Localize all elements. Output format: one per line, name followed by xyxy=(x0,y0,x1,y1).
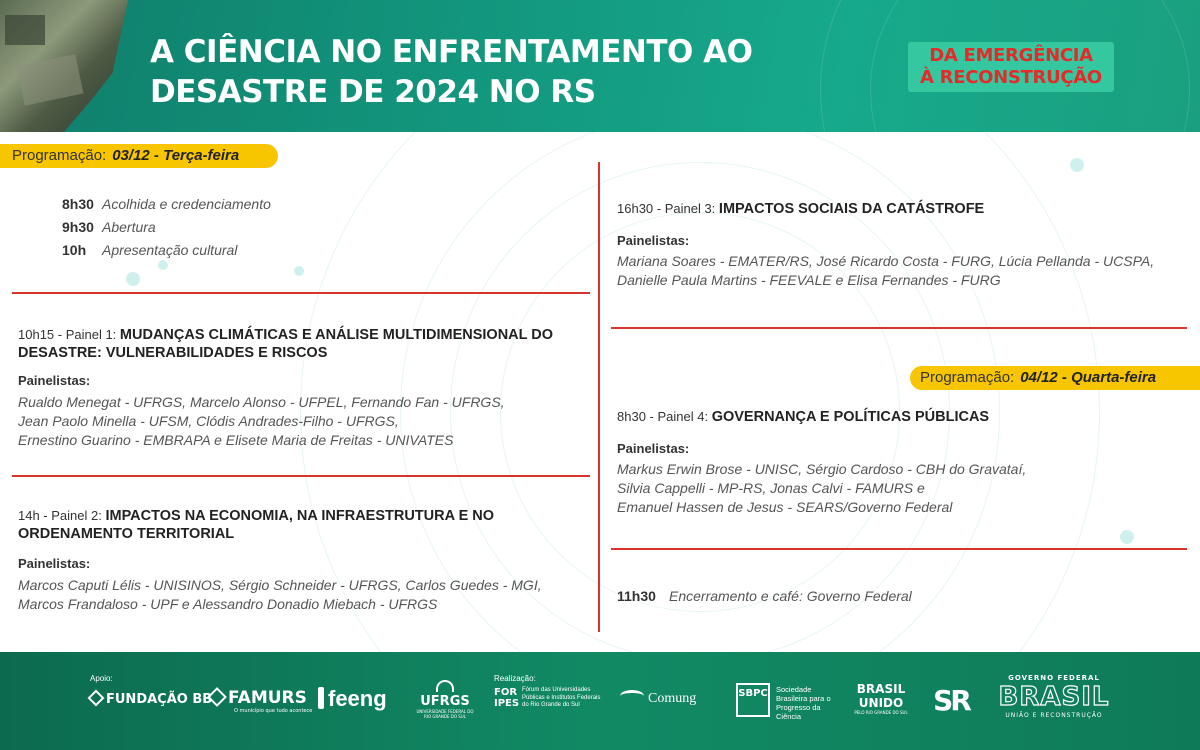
panel-3-panelists xyxy=(617,252,1192,290)
panel-1-heading xyxy=(18,326,578,362)
sbpc-text: Sociedade Brasileira para o Progresso da Ciência xyxy=(776,685,831,721)
panel-1-panelists xyxy=(18,393,588,450)
decorative-dot xyxy=(1070,158,1084,172)
feeng-icon xyxy=(318,687,324,709)
panel-2-heading xyxy=(18,507,578,543)
decorative-dot xyxy=(158,260,168,270)
panelist-line: Ernestino Guarino - EMBRAPA e Elisete Maria de Freitas - UNIVATES xyxy=(18,432,454,448)
panelist-line: Marcos Caputi Lélis - UNISINOS, Sérgio Schneider - UFRGS, Carlos Guedes - MGI, xyxy=(18,577,542,593)
apoio-label: Apoio: xyxy=(90,674,113,683)
page-title xyxy=(150,32,752,112)
panel-2-title: IMPACTOS NA ECONOMIA, NA INFRAESTRUTURA E NO xyxy=(105,508,495,524)
panelist-line: Jean Paolo Minella - UFSM, Clódis Andrades-Filho - UFRGS, xyxy=(18,413,399,429)
panelist-line: Rualdo Menegat - UFRGS, Marcelo Alonso - UFPEL, Fernando Fan - UFRGS, xyxy=(18,394,505,410)
schedule-time: 10h xyxy=(62,242,87,258)
panelist-line: Mariana Soares - EMATER/RS, José Ricardo Costa - FURG, Lúcia Pellanda - UCSPA, xyxy=(617,253,1155,269)
title-line-1: A CIÊNCIA NO ENFRENTAMENTO AO xyxy=(150,34,753,70)
day2-label-text: Programação: xyxy=(920,369,1015,386)
sr-logo: SR xyxy=(933,684,969,717)
feeng-text: feeng xyxy=(328,686,387,711)
section-divider xyxy=(12,475,590,477)
panel-1-panelists-label: Painelistas: xyxy=(18,373,91,388)
governo-federal-label: GOVERNO FEDERAL xyxy=(1008,674,1100,682)
panelist-line: Marcos Frandaloso - UPF e Alessandro Donadio Miebach - UFRGS xyxy=(18,596,438,612)
ufrgs-logo xyxy=(415,680,475,719)
closing-desc: Encerramento e café: Governo Federal xyxy=(669,588,912,604)
day1-date: 03/12 - Terça-feira xyxy=(112,147,240,164)
fundacao-bb-icon xyxy=(88,690,105,707)
panel-3-heading xyxy=(617,200,1187,218)
column-divider xyxy=(598,162,600,632)
fundacao-bb-logo xyxy=(90,692,212,707)
closing-item xyxy=(617,585,912,607)
title-line-2: DESASTRE DE 2024 NO RS xyxy=(150,74,596,110)
schedule-time: 9h30 xyxy=(62,219,94,235)
famurs-text: FAMURS xyxy=(228,688,307,708)
comung-text: Comung xyxy=(648,691,697,706)
brasil-unido-subtitle: PELO RIO GRANDE DO SUL xyxy=(854,710,908,715)
schedule-desc: Acolhida e credenciamento xyxy=(102,196,271,212)
day1-label-text: Programação: xyxy=(12,147,107,164)
governo-federal-brasil: BRASIL xyxy=(998,682,1110,712)
sponsors-footer xyxy=(0,652,1200,750)
panel-4-title: GOVERNANÇA E POLÍTICAS PÚBLICAS xyxy=(711,409,990,425)
brasil-unido-text: BRASIL UNIDO xyxy=(856,682,906,710)
panel-2-title-cont: ORDENAMENTO TERRITORIAL xyxy=(18,526,235,542)
ufrgs-text: UFRGS xyxy=(420,694,470,709)
schedule-desc: Abertura xyxy=(102,219,156,235)
decorative-dot xyxy=(126,272,140,286)
panelist-line: Danielle Paula Martins - FEEVALE e Elisa Fernandes - FURG xyxy=(617,272,1001,288)
panel-2-panelists-label: Painelistas: xyxy=(18,556,91,571)
ufrgs-icon xyxy=(436,680,454,692)
forpes-text: Fórum das Universidades Públicas e Institutos Federais do Rio Grande do Sul xyxy=(522,687,601,708)
governo-federal-subtitle: UNIÃO E RECONSTRUÇÃO xyxy=(1005,712,1103,719)
day1-program-label xyxy=(0,144,278,168)
fundacao-bb-text: FUNDAÇÃO BB xyxy=(106,692,213,707)
program-content xyxy=(0,132,1200,652)
section-divider xyxy=(611,548,1187,550)
forpes-logo: FOR IPES xyxy=(494,687,520,709)
feeng-logo xyxy=(318,686,387,712)
closing-time: 11h30 xyxy=(617,588,656,604)
panel-3-title: IMPACTOS SOCIAIS DA CATÁSTROFE xyxy=(718,201,985,217)
famurs-logo xyxy=(210,688,312,714)
schedule-time: 8h30 xyxy=(62,196,94,212)
schedule-item xyxy=(62,193,271,215)
section-divider xyxy=(12,292,590,294)
panel-3-panelists-label: Painelistas: xyxy=(617,233,690,248)
schedule-item xyxy=(62,239,237,261)
panel-4-panelists-label: Painelistas: xyxy=(617,441,690,456)
schedule-item xyxy=(62,216,156,238)
panel-4-panelists xyxy=(617,460,1192,517)
header-banner xyxy=(0,0,1200,132)
comung-icon xyxy=(620,690,644,702)
badge-line-1: DA EMERGÊNCIA xyxy=(929,45,1093,66)
section-divider xyxy=(611,327,1187,329)
ufrgs-subtitle: UNIVERSIDADE FEDERAL DO RIO GRANDE DO SUL xyxy=(416,709,474,719)
panel-2-time: 14h - Painel 2: xyxy=(18,508,102,523)
panel-1-title-cont: DESASTRE: VULNERABILIDADES E RISCOS xyxy=(18,345,328,361)
badge-line-2: À RECONSTRUÇÃO xyxy=(920,67,1102,88)
day2-program-label xyxy=(910,366,1200,390)
panel-4-time: 8h30 - Painel 4: xyxy=(617,409,709,424)
panel-3-time: 16h30 - Painel 3: xyxy=(617,201,716,216)
panelist-line: Emanuel Hassen de Jesus - SEARS/Governo Federal xyxy=(617,499,953,515)
day2-date: 04/12 - Quarta-feira xyxy=(1020,369,1157,386)
brasil-unido-logo xyxy=(852,682,910,716)
famurs-icon xyxy=(207,687,227,707)
panel-2-panelists xyxy=(18,576,588,614)
sbpc-logo: SBPC xyxy=(736,683,770,717)
tagline-badge xyxy=(908,42,1114,92)
panel-1-time: 10h15 - Painel 1: xyxy=(18,327,117,342)
panelist-line: Silvia Cappelli - MP-RS, Jonas Calvi - FAMURS e xyxy=(617,480,925,496)
governo-federal-logo xyxy=(998,674,1110,719)
schedule-desc: Apresentação cultural xyxy=(102,242,238,258)
famurs-subtitle: O município que tudo acontece xyxy=(234,708,313,714)
panel-1-title: MUDANÇAS CLIMÁTICAS E ANÁLISE MULTIDIMENSIONAL DO xyxy=(119,327,554,343)
header-photo xyxy=(0,0,128,132)
panel-4-heading xyxy=(617,408,1187,426)
panelist-line: Markus Erwin Brose - UNISC, Sérgio Cardoso - CBH do Gravataí, xyxy=(617,461,1027,477)
decorative-dot xyxy=(1120,530,1134,544)
decorative-dot xyxy=(294,266,304,276)
comung-logo xyxy=(620,690,696,707)
realizacao-label: Realização: xyxy=(494,674,536,683)
